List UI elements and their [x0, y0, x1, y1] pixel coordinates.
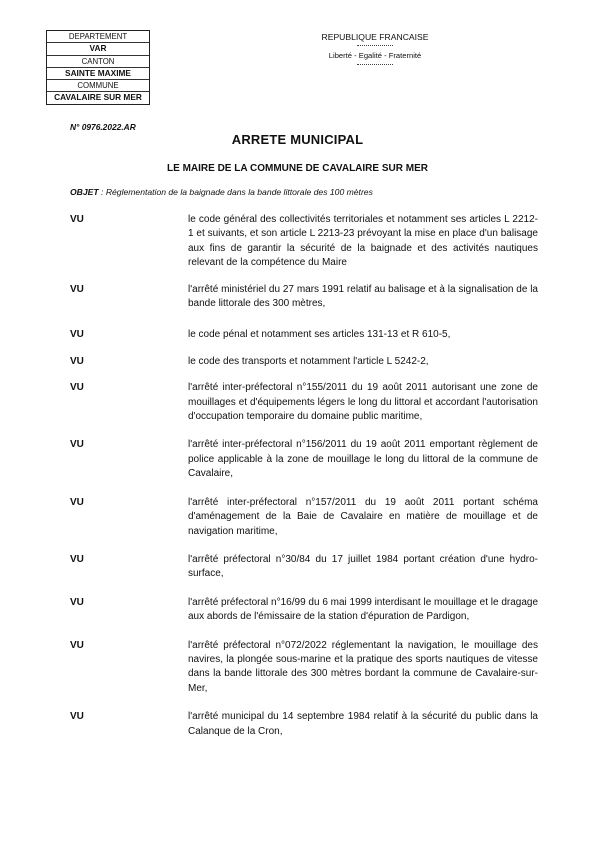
administrative-header-box [46, 30, 150, 105]
divider [357, 64, 393, 65]
objet-label: OBJET [70, 187, 99, 197]
vu-label: VU [70, 214, 84, 225]
vu-text: l'arrêté ministériel du 27 mars 1991 relatif au balisage et à la signalisation de la bande littorale des 300 mètres, [188, 283, 538, 310]
document-title: ARRETE MUNICIPAL [231, 132, 364, 147]
vu-text: l'arrêté préfectoral n°16/99 du 6 mai 1999 interdisant le mouillage et le dragage aux abords de l'émissaire de la station d'épuration de Pardigon, [188, 596, 539, 623]
vu-list [70, 213, 538, 739]
republic-name: REPUBLIQUE FRANCAISE [321, 32, 429, 42]
vu-text: l'arrêté inter-préfectoral n°157/2011 du 19 août 2011 portant schéma d'aménagement de la Baie de Cavalaire en matière de mouillage et de navigation maritime, [188, 496, 538, 537]
divider [357, 45, 393, 46]
vu-item [70, 553, 538, 582]
vu-item [70, 639, 538, 697]
vu-label: VU [70, 355, 84, 367]
vu-label: VU [70, 553, 84, 565]
vu-item [70, 328, 538, 342]
admin-row-commune-value: CAVALAIRE SUR MER [54, 92, 142, 103]
admin-row-canton-value: SAINTE MAXIME [47, 68, 149, 80]
vu-text: l'arrêté inter-préfectoral n°156/2011 du 19 août 2011 emportant règlement de police applicable à la zone de mouillage le long du littoral de la commune de Cavalaire, [188, 439, 538, 480]
admin-row-commune-label: COMMUNE [47, 80, 149, 92]
decree-reference: N° 0976.2022.AR [70, 122, 136, 132]
vu-label: VU [70, 283, 84, 295]
vu-item [70, 710, 538, 739]
vu-item [70, 381, 538, 424]
vu-label: VU [70, 439, 84, 451]
vu-label: VU [70, 496, 84, 508]
admin-row-canton-label: CANTON [47, 56, 149, 68]
vu-label: VU [70, 596, 84, 608]
vu-label: VU [70, 711, 84, 723]
admin-row-departement-value: VAR [47, 43, 149, 55]
vu-item [70, 496, 538, 539]
republic-motto: Liberté - Egalité - Fraternité [328, 51, 422, 60]
vu-text: l'arrêté inter-préfectoral n°155/2011 du 19 août 2011 autorisant une zone de mouillages et d'équipements légers le long du littoral et accordant l'autorisation d'occupation temporaire du domaine public maritime, [188, 382, 538, 423]
vu-item [70, 283, 538, 312]
vu-label: VU [70, 382, 84, 394]
republic-heading [300, 31, 450, 69]
vu-item [70, 596, 538, 625]
vu-text: l'arrêté municipal du 14 septembre 1984 relatif à la sécurité du public dans la Calanque de la Cron, [188, 711, 538, 737]
vu-item [70, 438, 538, 481]
admin-row-departement-label: DEPARTEMENT [47, 31, 149, 43]
vu-text: le code général des collectivités territoriales et notamment ses articles L 2212-1 et suivants, et son article L 2213-23 prévoyant la mise en place d'un balisage aux fins de garantir la sécurité de la baignade et des activités nautiques relevant de la compétence du Maire [188, 214, 538, 269]
vu-label: VU [70, 639, 84, 651]
objet-text: : Réglementation de la baignade dans la bande littorale des 100 mètres [98, 187, 373, 197]
document-subtitle: LE MAIRE DE LA COMMUNE DE CAVALAIRE SUR MER [167, 163, 428, 174]
vu-text: l'arrêté préfectoral n°30/84 du 17 juillet 1984 portant création d'une hydro-surface, [188, 553, 538, 580]
vu-item [70, 355, 538, 369]
vu-text: le code des transports et notamment l'article L 5242-2, [188, 355, 429, 367]
vu-label: VU [70, 329, 84, 341]
vu-item [70, 213, 538, 271]
objet-line [70, 187, 373, 197]
vu-text: le code pénal et notamment ses articles 131-13 et R 610-5, [188, 329, 451, 341]
vu-text: l'arrêté préfectoral n°072/2022 réglementant la navigation, le mouillage des navires, la plongée sous-marine et la pratique des sports nautiques de vitesse dans la bande littorale des 300 mètres bordant la commune de Cavalaire-sur-Mer, [188, 639, 538, 694]
